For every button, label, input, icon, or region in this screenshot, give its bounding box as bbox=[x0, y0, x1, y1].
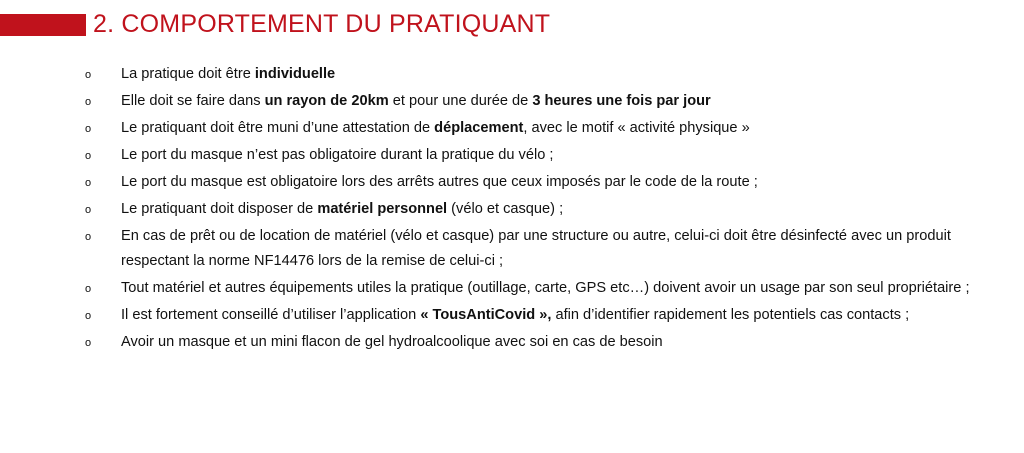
text-segment: La pratique doit être bbox=[121, 66, 255, 82]
list-item bbox=[0, 330, 1000, 355]
list-item-text bbox=[121, 280, 970, 296]
section-header bbox=[0, 4, 550, 44]
text-segment: Le pratiquant doit être muni d’une attestation de bbox=[121, 120, 435, 136]
list-item-text bbox=[121, 174, 758, 190]
bullet-icon: o bbox=[85, 283, 92, 295]
list-item-text bbox=[121, 334, 663, 350]
emphasis-text: matériel personnel bbox=[317, 201, 448, 217]
text-segment: Le pratiquant doit disposer de bbox=[121, 201, 318, 217]
bullet-icon: o bbox=[85, 150, 92, 162]
emphasis-text: un rayon de 20km bbox=[264, 93, 389, 109]
list-item bbox=[0, 62, 1000, 87]
bullet-icon: o bbox=[85, 96, 92, 108]
text-segment: Le port du masque n’est pas obligatoire durant la pratique du vélo ; bbox=[121, 147, 554, 163]
text-segment: Elle doit se faire dans bbox=[121, 93, 265, 109]
bullet-icon: o bbox=[85, 337, 92, 349]
bullet-icon: o bbox=[85, 204, 92, 216]
header-accent-bar bbox=[0, 14, 86, 36]
list-item bbox=[0, 276, 1000, 301]
text-segment: En cas de prêt ou de location de matériel (vélo et casque) par une structure ou autre, celui-ci doit être désinfecté avec un produit respectant la norme NF14476 lors de la remise de celui-ci ; bbox=[121, 228, 951, 269]
list-item bbox=[0, 303, 1000, 328]
list-item bbox=[0, 116, 1000, 141]
bullet-icon: o bbox=[85, 69, 92, 81]
bullet-icon: o bbox=[85, 231, 92, 243]
text-segment: (vélo et casque) ; bbox=[447, 201, 564, 217]
list-item bbox=[0, 89, 1000, 114]
list-item-text bbox=[121, 228, 951, 269]
bullet-icon: o bbox=[85, 123, 92, 135]
bullet-icon: o bbox=[85, 310, 92, 322]
text-segment: Il est fortement conseillé d’utiliser l’application bbox=[121, 307, 421, 323]
text-segment: , avec le motif « activité physique » bbox=[523, 120, 750, 136]
text-segment: Le port du masque est obligatoire lors des arrêts autres que ceux imposés par le code de la route ; bbox=[121, 174, 758, 190]
rules-list bbox=[0, 62, 1000, 357]
list-item bbox=[0, 170, 1000, 195]
emphasis-text: individuelle bbox=[254, 66, 336, 82]
emphasis-text: déplacement bbox=[434, 120, 524, 136]
list-item-text bbox=[121, 120, 750, 136]
list-item-text bbox=[121, 66, 335, 82]
text-segment: Tout matériel et autres équipements utiles la pratique (outillage, carte, GPS etc…) doivent avoir un usage par son seul propriétaire ; bbox=[121, 280, 970, 296]
text-segment: afin d’identifier rapidement les potentiels cas contacts ; bbox=[551, 307, 910, 323]
list-item-text bbox=[121, 307, 909, 323]
emphasis-text: 3 heures une fois par jour bbox=[532, 93, 711, 109]
list-item bbox=[0, 143, 1000, 168]
emphasis-text: « TousAntiCovid », bbox=[420, 307, 552, 323]
list-item-text bbox=[121, 93, 711, 109]
text-segment: Avoir un masque et un mini flacon de gel hydroalcoolique avec soi en cas de besoin bbox=[121, 334, 663, 350]
bullet-icon: o bbox=[85, 177, 92, 189]
list-item-text bbox=[121, 147, 553, 163]
section-title: 2. COMPORTEMENT DU PRATIQUANT bbox=[93, 9, 551, 38]
list-item bbox=[0, 224, 1000, 274]
text-segment: et pour une durée de bbox=[388, 93, 533, 109]
list-item-text bbox=[121, 201, 563, 217]
list-item bbox=[0, 197, 1000, 222]
